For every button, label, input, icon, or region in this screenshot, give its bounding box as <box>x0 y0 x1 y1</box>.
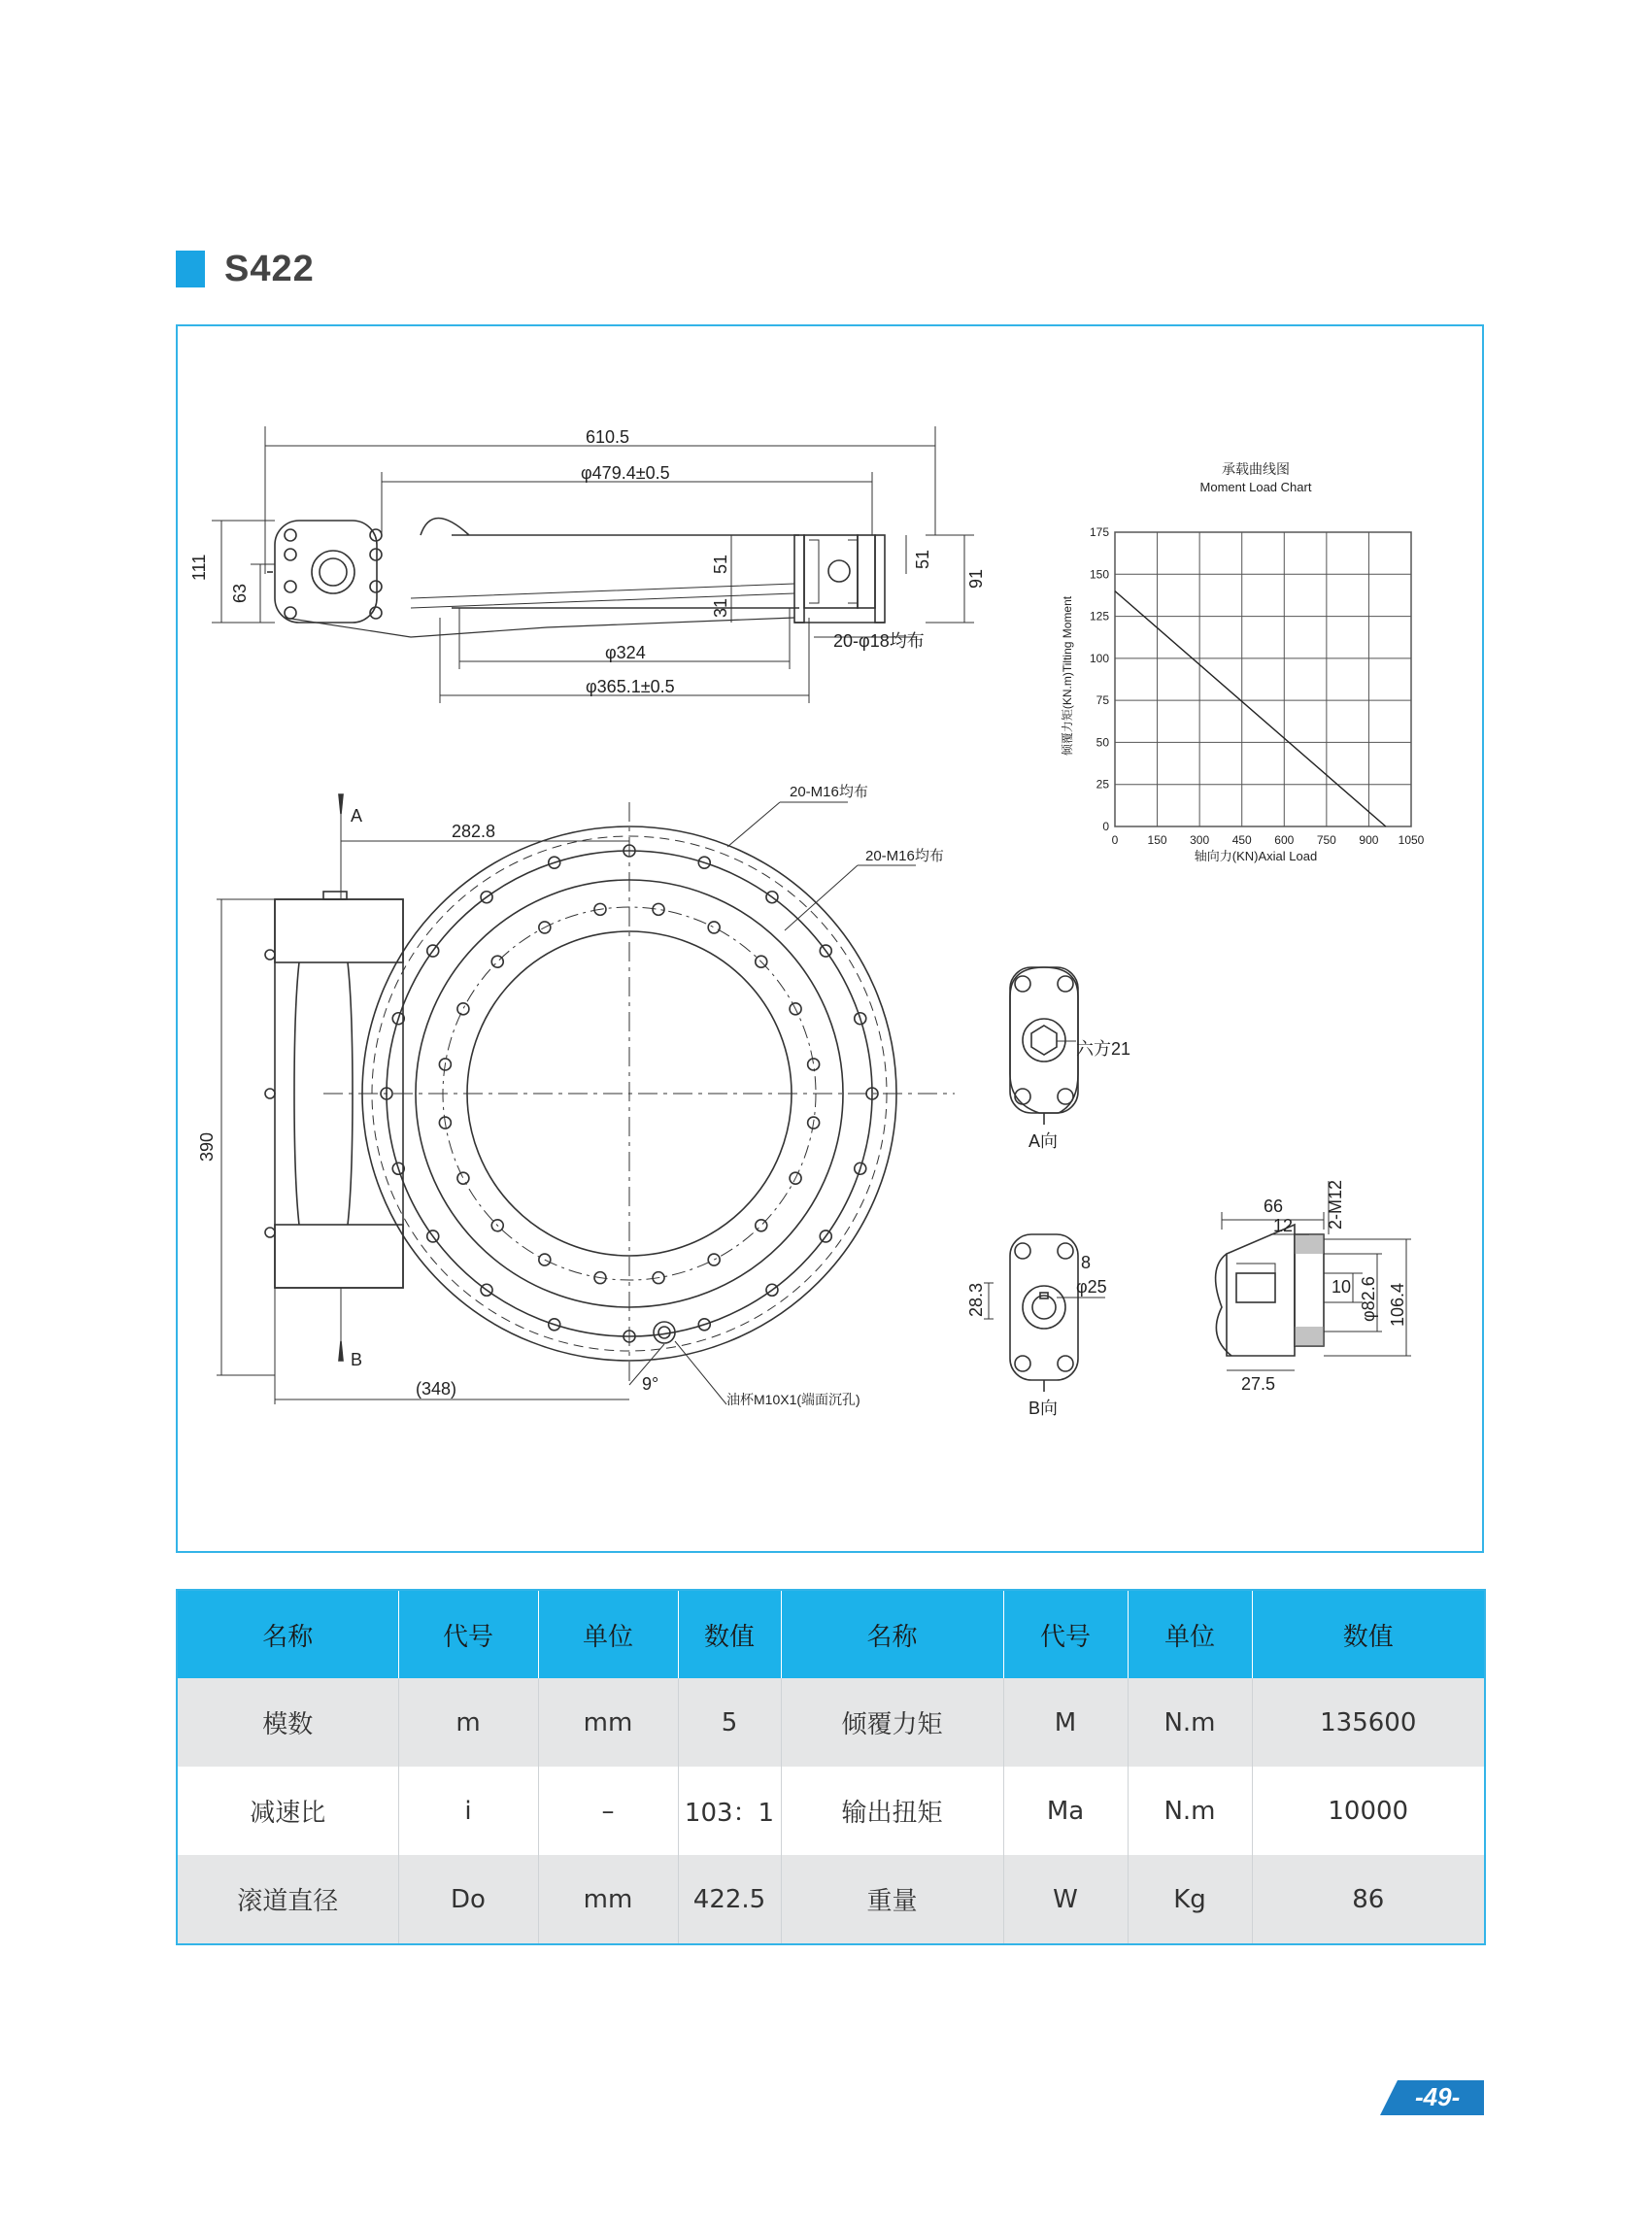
dim-10: 10 <box>1332 1277 1352 1297</box>
table-cell: W <box>1003 1855 1128 1944</box>
inner-bolt-hole <box>708 1254 720 1265</box>
top-view <box>189 426 986 703</box>
dim-282: 282.8 <box>452 822 496 841</box>
section-title <box>176 248 315 290</box>
dim-610: 610.5 <box>586 427 630 447</box>
chart-y-tick: 75 <box>1096 693 1109 708</box>
chart-title: 承载曲线图 <box>1222 461 1290 477</box>
technical-drawing <box>178 326 1482 1551</box>
table-cell: 103：1 <box>678 1767 781 1855</box>
page-number: -49- <box>1415 2082 1461 2111</box>
chart-x-tick: 150 <box>1147 833 1167 847</box>
arrow-b-label: B <box>351 1350 363 1369</box>
table-cell: 减速比 <box>177 1767 398 1855</box>
header-cell: 代号 <box>1003 1590 1128 1678</box>
table-cell: Do <box>398 1855 538 1944</box>
dim-27: 27.5 <box>1241 1374 1276 1394</box>
view-a <box>1010 967 1130 1151</box>
inner-bolt-hole <box>457 1172 469 1184</box>
table-cell: 滚道直径 <box>177 1855 398 1944</box>
view-a-label: A向 <box>1028 1131 1059 1151</box>
chart-xlabel: 轴向力(KN)Axial Load <box>1194 849 1318 863</box>
table-cell: m <box>398 1678 538 1767</box>
dim-348: (348) <box>416 1379 457 1399</box>
dim-66: 66 <box>1264 1197 1284 1216</box>
chart-series-line <box>1115 591 1386 826</box>
dim-479: φ479.4±0.5 <box>581 463 670 483</box>
dim-106: 106.4 <box>1388 1282 1407 1327</box>
table-header-row <box>177 1590 1485 1678</box>
dim-390: 390 <box>197 1131 217 1162</box>
dim-31: 31 <box>711 597 730 618</box>
dim-111: 111 <box>189 554 209 581</box>
chart-subtitle: Moment Load Chart <box>1199 480 1312 494</box>
inner-bolt-hole <box>708 922 720 933</box>
dim-8: 8 <box>1081 1253 1092 1272</box>
table-cell: 输出扭矩 <box>781 1767 1003 1855</box>
table-row <box>177 1767 1485 1855</box>
chart-y-tick: 0 <box>1102 820 1109 833</box>
dim-m12: 2-M12 <box>1326 1179 1345 1230</box>
chart-y-tick: 100 <box>1089 651 1109 665</box>
table-cell: Ma <box>1003 1767 1128 1855</box>
table-cell: 135600 <box>1252 1678 1485 1767</box>
chart-x-tick: 300 <box>1190 833 1210 847</box>
inner-bolt-hole <box>808 1059 820 1070</box>
header-cell: 数值 <box>1252 1590 1485 1678</box>
table-cell: 重量 <box>781 1855 1003 1944</box>
table-cell: N.m <box>1128 1678 1252 1767</box>
table-cell: Kg <box>1128 1855 1252 1944</box>
table-row <box>177 1678 1485 1767</box>
chart-ylabel: 倾覆力矩(KN.m)Tilting Moment <box>1061 595 1074 757</box>
dim-51a: 51 <box>711 554 730 574</box>
dim-28: 28.3 <box>966 1282 986 1317</box>
header-cell: 名称 <box>781 1590 1003 1678</box>
dim-365: φ365.1±0.5 <box>586 677 675 696</box>
hex-label: 六方21 <box>1076 1039 1131 1059</box>
table-cell: 5 <box>678 1678 781 1767</box>
inner-bolt-hole <box>653 903 664 915</box>
chart-x-tick: 1050 <box>1398 833 1425 847</box>
callout-inner: 20-M16均布 <box>865 848 944 864</box>
chart-y-tick: 150 <box>1089 567 1109 582</box>
dim-91: 91 <box>966 568 986 589</box>
callout-outer: 20-M16均布 <box>790 784 868 800</box>
grease-callout: 油杯M10X1(端面沉孔) <box>726 1392 860 1407</box>
model-title: S422 <box>224 248 315 289</box>
header-cell: 单位 <box>1128 1590 1252 1678</box>
header-cell: 单位 <box>538 1590 678 1678</box>
dim-25: φ25 <box>1076 1277 1107 1297</box>
dim-holes: 20-φ18均布 <box>833 631 925 651</box>
table-cell: 倾覆力矩 <box>781 1678 1003 1767</box>
table-cell: – <box>538 1767 678 1855</box>
table-cell: 86 <box>1252 1855 1485 1944</box>
drawing-frame <box>176 324 1484 1553</box>
arrow-a-label: A <box>351 806 363 826</box>
dim-12: 12 <box>1273 1216 1294 1235</box>
table-cell: M <box>1003 1678 1128 1767</box>
page-number-badge <box>1380 2080 1484 2115</box>
moment-load-chart <box>1060 461 1425 863</box>
chart-x-tick: 600 <box>1274 833 1295 847</box>
header-cell: 代号 <box>398 1590 538 1678</box>
view-b <box>966 1234 1107 1418</box>
dim-63: 63 <box>230 583 250 603</box>
table-cell: 模数 <box>177 1678 398 1767</box>
header-cell: 数值 <box>678 1590 781 1678</box>
section-view <box>1216 1180 1411 1394</box>
chart-x-tick: 900 <box>1359 833 1379 847</box>
chart-y-tick: 125 <box>1089 609 1109 624</box>
dim-324: φ324 <box>605 643 646 662</box>
dim-82: φ82.6 <box>1359 1276 1378 1322</box>
table-cell: 422.5 <box>678 1855 781 1944</box>
table-cell: i <box>398 1767 538 1855</box>
inner-bolt-hole <box>756 1220 767 1231</box>
table-cell: 10000 <box>1252 1767 1485 1855</box>
table-cell: N.m <box>1128 1767 1252 1855</box>
dim-51b: 51 <box>913 549 932 569</box>
header-cell: 名称 <box>177 1590 398 1678</box>
chart-x-tick: 0 <box>1111 833 1119 847</box>
chart-y-tick: 25 <box>1096 777 1109 792</box>
front-view <box>197 784 955 1407</box>
table-cell: mm <box>538 1678 678 1767</box>
inner-bolt-hole <box>457 1003 469 1015</box>
spec-table <box>176 1589 1486 1945</box>
chart-x-tick: 750 <box>1316 833 1336 847</box>
table-cell: mm <box>538 1855 678 1944</box>
angle-9: 9° <box>642 1374 659 1394</box>
chart-x-tick: 450 <box>1231 833 1252 847</box>
title-marker <box>176 251 205 287</box>
view-b-label: B向 <box>1028 1399 1059 1418</box>
inner-bolt-hole <box>491 956 503 967</box>
chart-y-tick: 175 <box>1089 525 1109 539</box>
table-row <box>177 1855 1485 1944</box>
chart-y-tick: 50 <box>1096 735 1109 750</box>
chart-frame <box>1115 532 1411 826</box>
